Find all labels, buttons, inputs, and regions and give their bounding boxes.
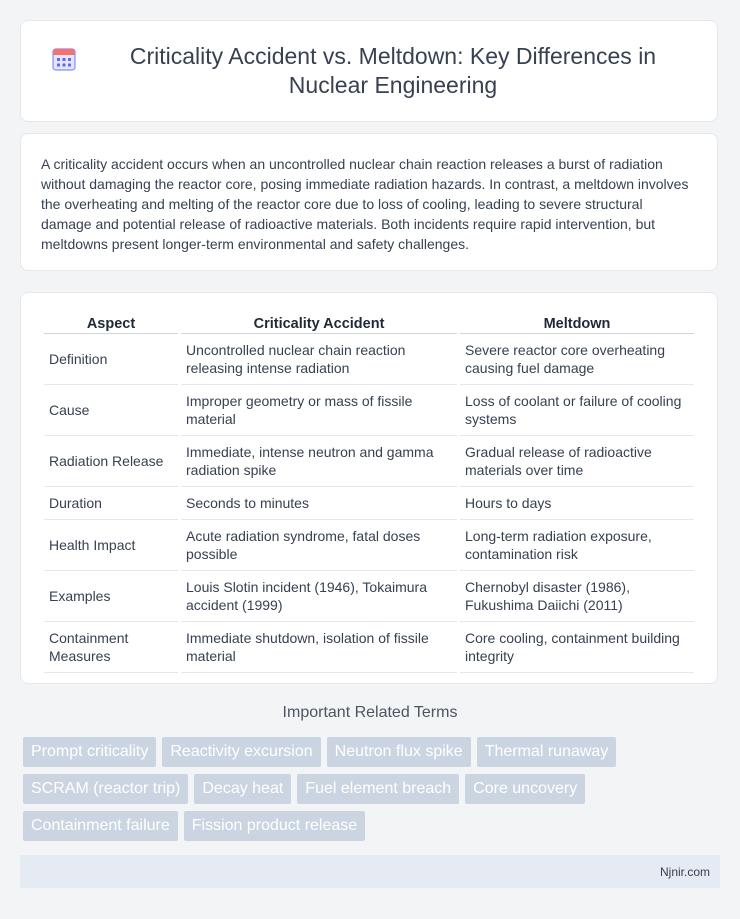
comparison-table	[41, 313, 697, 673]
tag-neutron-flux-spike[interactable]: Neutron flux spike	[327, 737, 471, 767]
table-row	[44, 622, 694, 673]
calendar-grid-icon	[51, 46, 77, 72]
tag-thermal-runaway[interactable]: Thermal runaway	[477, 737, 617, 767]
footer	[20, 855, 720, 888]
criticality-cell: Seconds to minutes	[181, 487, 457, 520]
table-row	[44, 334, 694, 385]
criticality-cell: Louis Slotin incident (1946), Tokaimura accident (1999)	[181, 571, 457, 622]
meltdown-cell: Severe reactor core overheating causing fuel damage	[460, 334, 694, 385]
meltdown-cell: Chernobyl disaster (1986), Fukushima Daiichi (2011)	[460, 571, 694, 622]
tag-fuel-element-breach[interactable]: Fuel element breach	[297, 774, 459, 804]
aspect-cell: Containment Measures	[44, 622, 178, 673]
related-terms-heading: Important Related Terms	[282, 704, 458, 721]
page-title: Criticality Accident vs. Meltdown: Key Differences in Nuclear Engineering	[129, 43, 657, 98]
criticality-cell: Immediate, intense neutron and gamma radiation spike	[181, 436, 457, 487]
criticality-cell: Acute radiation syndrome, fatal doses possible	[181, 520, 457, 571]
column-header-meltdown: Meltdown	[460, 313, 694, 334]
table-row	[44, 520, 694, 571]
intro-card	[20, 133, 718, 271]
tag-containment-failure[interactable]: Containment failure	[23, 811, 178, 841]
aspect-cell: Duration	[44, 487, 178, 520]
tag-core-uncovery[interactable]: Core uncovery	[465, 774, 585, 804]
table-row	[44, 571, 694, 622]
comparison-table-card	[20, 292, 718, 684]
aspect-cell: Cause	[44, 385, 178, 436]
tag-scram[interactable]: SCRAM (reactor trip)	[23, 774, 188, 804]
aspect-cell: Definition	[44, 334, 178, 385]
meltdown-cell: Core cooling, containment building integrity	[460, 622, 694, 673]
meltdown-cell: Hours to days	[460, 487, 694, 520]
tag-fission-product-release[interactable]: Fission product release	[184, 811, 365, 841]
criticality-cell: Uncontrolled nuclear chain reaction releasing intense radiation	[181, 334, 457, 385]
table-row	[44, 487, 694, 520]
tag-reactivity-excursion[interactable]: Reactivity excursion	[162, 737, 320, 767]
table-row	[44, 385, 694, 436]
related-terms-list	[23, 737, 723, 848]
intro-text: A criticality accident occurs when an uncontrolled nuclear chain reaction releases a burst of radiation without damaging the reactor core, posing immediate radiation hazards. In contrast, a meltdown involves the overheating and melting of the reactor core due to loss of cooling, leading to severe structural damage and potential release of radioactive materials. Both incidents require rapid intervention, but meltdowns present longer-term environmental and safety challenges.	[41, 156, 689, 252]
column-header-criticality: Criticality Accident	[181, 313, 457, 334]
table-row	[44, 436, 694, 487]
meltdown-cell: Long-term radiation exposure, contamination risk	[460, 520, 694, 571]
aspect-cell: Health Impact	[44, 520, 178, 571]
criticality-cell: Improper geometry or mass of fissile material	[181, 385, 457, 436]
column-header-aspect: Aspect	[44, 313, 178, 334]
meltdown-cell: Gradual release of radioactive materials over time	[460, 436, 694, 487]
aspect-cell: Examples	[44, 571, 178, 622]
header-card	[20, 20, 718, 122]
meltdown-cell: Loss of coolant or failure of cooling systems	[460, 385, 694, 436]
criticality-cell: Immediate shutdown, isolation of fissile material	[181, 622, 457, 673]
table-header-row	[44, 313, 694, 334]
tag-decay-heat[interactable]: Decay heat	[194, 774, 291, 804]
tag-prompt-criticality[interactable]: Prompt criticality	[23, 737, 156, 767]
footer-site[interactable]: Njnir.com	[659, 864, 710, 879]
aspect-cell: Radiation Release	[44, 436, 178, 487]
